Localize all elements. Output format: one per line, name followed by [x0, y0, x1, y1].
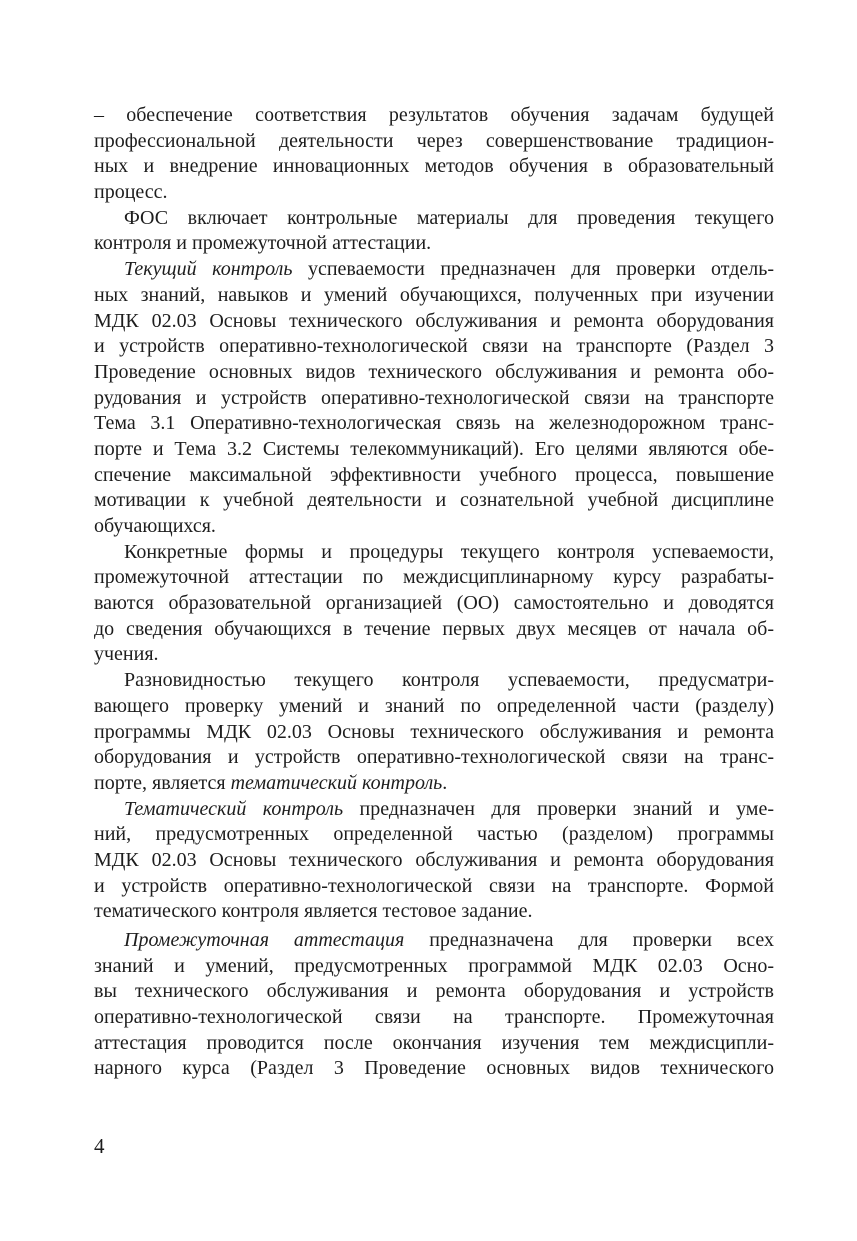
text-line: процесс.	[94, 181, 168, 204]
italic-term: Промежуточная аттестация	[124, 929, 405, 951]
paragraph-first-line: Разновидностью текущего контроля успеваемости, предусматри-	[124, 669, 774, 692]
text-line: и устройств оперативно-технологической связи на транспорте. Формой	[94, 874, 774, 897]
body-text	[94, 103, 774, 1082]
paragraph-first-line: ФОС включает контрольные материалы для проведения текущего	[124, 206, 774, 229]
text-line: оборудования и устройств оперативно-технологической связи на транс-	[94, 746, 774, 769]
text-line: и устройств оперативно-технологической связи на транспорте (Раздел 3	[94, 335, 774, 358]
text-line: порте, является тематический контроль.	[94, 771, 448, 794]
text-line: вы технического обслуживания и ремонта оборудования и устройств	[94, 980, 774, 1003]
text-line: ваются образовательной организацией (ОО) самостоятельно и доводятся	[94, 592, 774, 615]
text-line: вающего проверку умений и знаний по определенной части (разделу)	[94, 694, 774, 717]
text-line: аттестация проводится после окончания изучения тем междисципли-	[94, 1031, 774, 1054]
text-line: промежуточной аттестации по междисциплинарному курсу разрабаты-	[94, 566, 774, 589]
paragraph-first-line: Промежуточная аттестация предназначена для проверки всех	[124, 929, 774, 951]
text-line: обучающихся.	[94, 515, 216, 537]
text-line: спечение максимальной эффективности учебного процесса, повышение	[94, 463, 774, 486]
text-line: ний, предусмотренных определенной частью (разделом) программы	[94, 823, 774, 846]
italic-term: тематический контроль	[230, 771, 443, 794]
paragraph-first-line: Конкретные формы и процедуры текущего контроля успеваемости,	[124, 540, 774, 563]
paragraph-first-line: Текущий контроль успеваемости предназначен для проверки отдель-	[124, 258, 775, 281]
text-line: – обеспечение соответствия результатов обучения задачам будущей	[94, 104, 774, 126]
italic-term: Текущий контроль	[124, 258, 293, 281]
text-line: ных знаний, навыков и умений обучающихся, полученных при изучении	[94, 283, 774, 306]
text-line: ных и внедрение инновационных методов обучения в образовательный	[94, 155, 774, 178]
text-line: профессиональной деятельности через совершенствование традицион-	[94, 129, 774, 152]
page-number: 4	[94, 1134, 105, 1158]
text-line: мотивации к учебной деятельности и сознательной учебной дисциплине	[94, 489, 774, 512]
text-line: МДК 02.03 Основы технического обслуживания и ремонта оборудования	[94, 848, 774, 871]
text-line: МДК 02.03 Основы технического обслуживания и ремонта оборудования	[94, 309, 774, 332]
text-line: оперативно-технологической связи на транспорте. Промежуточная	[94, 1006, 774, 1029]
text-line: порте и Тема 3.2 Системы телекоммуникаций). Его целями являются обе-	[94, 437, 774, 460]
text-line: программы МДК 02.03 Основы технического обслуживания и ремонта	[94, 720, 774, 743]
text-line: учения.	[94, 643, 159, 666]
italic-term: Тематический контроль	[124, 797, 344, 820]
text-line: тематического контроля является тестовое задание.	[94, 900, 533, 923]
text-line: рудования и устройств оперативно-технологической связи на транспорте	[94, 386, 774, 409]
text-line: Проведение основных видов технического обслуживания и ремонта обо-	[94, 360, 774, 383]
text-line: Тема 3.1 Оперативно-технологическая связь на железнодорожном транс-	[94, 412, 774, 435]
paragraph-first-line: Тематический контроль предназначен для проверки знаний и уме-	[124, 797, 775, 820]
text-line: нарного курса (Раздел 3 Проведение основных видов технического	[94, 1057, 774, 1080]
text-line: знаний и умений, предусмотренных программой МДК 02.03 Осно-	[94, 954, 774, 977]
text-line: контроля и промежуточной аттестации.	[94, 232, 432, 255]
text-line: до сведения обучающихся в течение первых двух месяцев от начала об-	[94, 617, 774, 640]
